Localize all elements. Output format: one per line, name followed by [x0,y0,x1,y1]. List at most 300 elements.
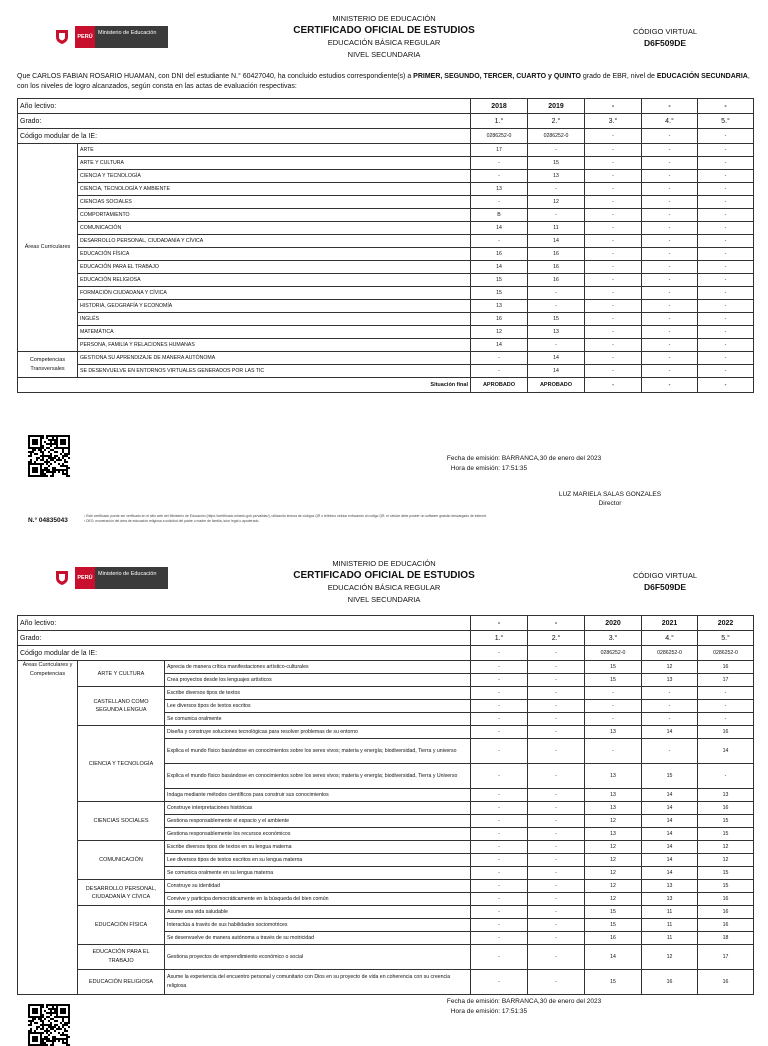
grade-cell: - [471,867,528,880]
area-name: CASTELLANO COMO SEGUNDA LENGUA [78,687,165,726]
grade-cell: - [471,945,528,970]
grade-cell: 14 [642,854,698,867]
grade-cell: 15 [585,919,642,932]
grade-cell: 14 [642,802,698,815]
final-status-cell: - [642,378,698,393]
logo-country: PERÚ [75,26,95,48]
grades-table-1 [17,98,754,393]
grade-cell: 11 [528,222,585,235]
competencia-name: SE DESENVUELVE EN ENTORNOS VIRTUALES GENERADOS POR LAS TIC [78,365,471,378]
logo-ministry: Ministerio de Educación [95,567,168,589]
minedu-logo [49,26,168,48]
final-status-cell: APROBADO [471,378,528,393]
grade-cell: - [471,880,528,893]
years-cell: 2022 [698,616,754,631]
grade-cell: - [642,235,698,248]
grade-cell: - [528,945,585,970]
table-row [18,274,754,287]
grade-cell: - [585,365,642,378]
competencia-name: Construye su identidad [165,880,471,893]
table-row [18,646,754,661]
grade-cell: 12 [585,841,642,854]
grade-cell: B [471,209,528,222]
intro-paragraph: Que CARLOS FABIAN ROSARIO HUAMAN, con DNI del estudiante N.° 60427040, ha concluido estudios correspondiente(s) a PRIMER, SEGUNDO, TERCER, CUARTO y QUINTO grado de EBR, nivel de EDUCACIÓN SECUNDARIA, con los niveles de logro alcanzados, según consta en las actas de evaluación respectivas: [17,73,750,90]
grade-cell: - [698,326,754,339]
row-label: Año lectivo: [18,99,471,114]
row-label: Código modular de la IE: [18,129,471,144]
emission-time: 17:51:35 [501,1008,528,1015]
grade-cell: 12 [585,867,642,880]
table-row [18,616,754,631]
table-row [18,945,754,970]
grade-cell: - [642,170,698,183]
document-subtitle: EDUCACIÓN BÁSICA REGULAR [327,583,441,592]
grade-cell: - [642,157,698,170]
grade-cell: 16 [698,802,754,815]
grade-cell: 11 [642,919,698,932]
grade-cell: - [585,713,642,726]
competencia-name: Explica el mundo físico basándose en conocimientos sobre los seres vivos; materia y energía; biodiversidad, Tierra y universo [165,739,471,764]
grade-cell: - [642,261,698,274]
table-row [18,880,754,893]
subject-name: ARTE Y CULTURA [78,157,471,170]
row-label: Año lectivo: [18,616,471,631]
virtual-code: D6F509DE [643,38,687,48]
grade-cell: 18 [698,932,754,945]
modular-cell: - [698,129,754,144]
grade-cell: - [528,144,585,157]
table-row [18,144,754,157]
modular-cell: 0286252-0 [585,646,642,661]
competencia-name: Diseña y construye soluciones tecnológicas para resolver problemas de su entorno [165,726,471,739]
table-row [18,235,754,248]
grade-cell: - [585,274,642,287]
years-cell: - [471,616,528,631]
subject-name: CIENCIA Y TECNOLOGÍA [78,170,471,183]
grade-cell: - [528,854,585,867]
document-title: CERTIFICADO OFICIAL DE ESTUDIOS [293,570,475,581]
grade-cell: 13 [642,893,698,906]
grade-cell: - [698,700,754,713]
grade-cell: - [528,828,585,841]
footnotes: ¹ Este certificado puede ser verificado en el sitio web del Ministerio de Educación (https://certificado.minedu.gob.pe/validar/), utilizando lectora de códigos QR o teléfono celular enfocando al código QR. el celular debe poseer un software gratuito descargado de internet. ² DEO: exoneración del área de educación religiosa a solicitud del padre o madre de familia, tutor legal o apoderado. [84,514,487,523]
grade-cell: 15 [471,274,528,287]
years-cell: 2019 [528,99,585,114]
grade-cell: 16 [642,970,698,995]
subject-name: EDUCACIÓN PARA EL TRABAJO [78,261,471,274]
competencia-name: Gestiona responsablemente los recursos económicos [165,828,471,841]
virtual-code-box [620,571,710,593]
grade-cell: 13 [471,300,528,313]
grades-cell: 1.° [471,114,528,129]
grade-cell: - [585,352,642,365]
area-name: DESARROLLO PERSONAL, CIUDADANÍA Y CÍVICA [78,880,165,906]
grade-cell: - [698,764,754,789]
grade-cell: - [585,700,642,713]
grade-cell: 15 [698,815,754,828]
grade-cell: - [471,815,528,828]
competencia-name: Lee diversos tipos de textos escritos [165,700,471,713]
grade-cell: - [528,209,585,222]
grade-cell: - [471,352,528,365]
grade-cell: - [698,222,754,235]
table-row [18,196,754,209]
competencia-name: Gestiona responsablemente el espacio y el ambiente [165,815,471,828]
grade-cell: - [585,287,642,300]
grade-cell: - [585,339,642,352]
grades-cell: 3.° [585,114,642,129]
grade-cell: - [528,726,585,739]
grade-cell: - [528,815,585,828]
competencia-name: Construye interpretaciones históricas [165,802,471,815]
education-level: NIVEL SECUNDARIA [347,50,421,59]
grade-cell: 16 [698,919,754,932]
grade-cell: 13 [585,764,642,789]
table-row [18,802,754,815]
subject-name: COMPORTAMIENTO [78,209,471,222]
grades-cell: 4.° [642,114,698,129]
grade-cell: - [528,867,585,880]
final-status-cell: - [698,378,754,393]
grade-cell: - [471,170,528,183]
grade-cell: 12 [642,945,698,970]
emission-time: 17:51:35 [501,465,528,472]
subject-name: COMUNICACIÓN [78,222,471,235]
grade-cell: 12 [471,326,528,339]
table-row [18,222,754,235]
grade-cell: - [528,764,585,789]
grade-cell: 14 [471,339,528,352]
grade-cell: 16 [698,906,754,919]
grade-cell: - [528,661,585,674]
grade-cell: - [585,170,642,183]
grade-cell: 14 [528,235,585,248]
grade-cell: 14 [528,352,585,365]
grade-cell: - [585,261,642,274]
table-row [18,157,754,170]
table-row [18,661,754,674]
grade-cell: 15 [528,313,585,326]
grade-cell: - [471,802,528,815]
grade-cell: - [642,222,698,235]
subject-name: MATEMÁTICA [78,326,471,339]
grade-cell: 12 [642,661,698,674]
competencia-name: Indaga mediante métodos científicos para construir sus conocimientos [165,789,471,802]
grade-cell: - [642,700,698,713]
grade-cell: - [698,687,754,700]
grade-cell: - [698,196,754,209]
grade-cell: 17 [471,144,528,157]
grade-cell: 15 [585,906,642,919]
years-cell: 2018 [471,99,528,114]
competencia-name: Crea proyectos desde los lenguajes artísticos [165,674,471,687]
competencia-name: Lee diversos tipos de textos escritos en su lengua materna [165,854,471,867]
logo-country: PERÚ [75,567,95,589]
table-row [18,114,754,129]
modular-cell: - [471,646,528,661]
emission-date: BARRANCA,30 de enero del 2023 [501,998,602,1005]
grade-cell: 15 [698,828,754,841]
area-name: EDUCACIÓN RELIGIOSA [78,970,165,995]
coat-of-arms-icon [49,26,75,48]
grade-cell: - [528,183,585,196]
grade-cell: - [471,674,528,687]
final-status-cell: APROBADO [528,378,585,393]
grade-cell: 12 [585,880,642,893]
modular-cell: 0286252-0 [528,129,585,144]
grade-cell: - [642,300,698,313]
document-header [284,559,484,606]
grade-cell: - [471,661,528,674]
grade-cell: - [698,274,754,287]
grade-cell: - [528,674,585,687]
competencia-name: Se comunica oralmente en su lengua materna [165,867,471,880]
row-label: Código modular de la IE: [18,646,471,661]
subject-name: FORMACIÓN CIUDADANA Y CÍVICA [78,287,471,300]
grade-cell: - [585,326,642,339]
grade-cell: - [528,713,585,726]
director-name: LUZ MARIELA SALAS GONZALES [558,491,662,498]
grade-cell: - [585,196,642,209]
grade-cell: 13 [471,183,528,196]
grade-cell: 12 [698,854,754,867]
grade-cell: - [528,802,585,815]
grade-cell: - [471,970,528,995]
grade-cell: - [471,726,528,739]
grade-cell: - [528,287,585,300]
grades-cell: 2.° [528,631,585,646]
grade-cell: 13 [585,789,642,802]
modular-cell: 0286252-0 [698,646,754,661]
competencia-name: Asume una vida saludable [165,906,471,919]
grade-cell: 16 [528,248,585,261]
grade-cell: 14 [471,222,528,235]
grade-cell: - [698,313,754,326]
grade-cell: - [698,300,754,313]
grade-cell: - [585,144,642,157]
grade-cell: 16 [528,261,585,274]
row-label: Grado: [18,631,471,646]
grade-cell: 12 [585,854,642,867]
grade-cell: - [528,906,585,919]
grade-cell: - [471,828,528,841]
modular-cell: 0286252-0 [642,646,698,661]
competencia-name: Convive y participa democráticamente en la búsqueda del bien común [165,893,471,906]
years-cell: 2020 [585,616,642,631]
qr-code [28,1004,70,1046]
grade-cell: - [585,739,642,764]
table-row [18,170,754,183]
grade-cell: - [642,713,698,726]
subject-name: CIENCIAS SOCIALES [78,196,471,209]
final-status-cell: - [585,378,642,393]
grade-cell: - [471,687,528,700]
table-row [18,326,754,339]
grade-cell: - [471,841,528,854]
grade-cell: - [698,144,754,157]
grade-cell: 16 [585,932,642,945]
grade-cell: - [471,854,528,867]
table-row [18,365,754,378]
competencias-label: Competencias Transversales [18,352,78,378]
certificate-number: N.° 04835043 [28,517,68,524]
grade-cell: - [698,235,754,248]
emission-info: Fecha de emisión: BARRANCA,30 de enero del 2023 Hora de emisión: 17:51:35 [446,998,602,1015]
competencia-name: Escribe diversos tipos de textos [165,687,471,700]
grade-cell: 12 [585,815,642,828]
grade-cell: - [642,339,698,352]
grade-cell: 13 [642,880,698,893]
grade-cell: 16 [471,248,528,261]
grade-cell: 15 [585,661,642,674]
areas-label: Áreas Curriculares y Competencias [18,661,78,995]
certificate-page-2 [0,552,768,1024]
grade-cell: 13 [585,726,642,739]
grade-cell: - [471,157,528,170]
grade-cell: 13 [585,802,642,815]
table-row [18,183,754,196]
grade-cell: - [698,713,754,726]
competencia-name: Se comunica oralmente [165,713,471,726]
competencia-name: Aprecia de manera crítica manifestaciones artístico-culturales [165,661,471,674]
grade-cell: - [642,739,698,764]
grade-cell: 13 [528,326,585,339]
competencia-name: Escribe diversos tipos de textos en su lengua materna [165,841,471,854]
virtual-code-box [620,27,710,49]
signature-block [540,490,680,508]
grade-cell: - [585,222,642,235]
table-row [18,99,754,114]
virtual-code-label: CÓDIGO VIRTUAL [632,571,698,580]
grade-cell: 15 [698,880,754,893]
grades-cell: 1.° [471,631,528,646]
coat-of-arms-icon [49,567,75,589]
education-level: NIVEL SECUNDARIA [347,595,421,604]
area-name: EDUCACIÓN PARA EL TRABAJO [78,945,165,970]
subject-name: EDUCACIÓN RELIGIOSA [78,274,471,287]
table-row [18,339,754,352]
grade-cell: 14 [698,739,754,764]
grade-cell: - [642,687,698,700]
grade-cell: - [698,365,754,378]
years-cell: - [642,99,698,114]
emission-info: Fecha de emisión: BARRANCA,30 de enero del 2023 Hora de emisión: 17:51:35 [446,455,602,472]
competencia-name: Interactúa a través de sus habilidades sociomotrices [165,919,471,932]
grade-cell: 15 [528,157,585,170]
grade-cell: 14 [642,867,698,880]
grade-cell: 11 [642,932,698,945]
qr-code [28,435,70,477]
grade-cell: 14 [642,841,698,854]
grade-cell: - [528,841,585,854]
grade-cell: - [471,789,528,802]
grade-cell: 16 [471,313,528,326]
subject-name: CIENCIA, TECNOLOGÍA Y AMBIENTE [78,183,471,196]
years-cell: - [698,99,754,114]
modular-cell: - [528,646,585,661]
grade-cell: - [528,300,585,313]
document-subtitle: EDUCACIÓN BÁSICA REGULAR [327,38,441,47]
grade-cell: 17 [698,945,754,970]
grade-cell: - [698,261,754,274]
competencia-name: Asume la experiencia del encuentro personal y comunitario con Dios en su proyecto de vida en coherencia con su creencia religiosa [165,970,471,995]
grade-cell: 13 [698,789,754,802]
grade-cell: 16 [698,661,754,674]
final-status-label: Situación final [18,378,471,393]
grade-cell: - [471,739,528,764]
table-row [18,129,754,144]
grade-cell: - [528,932,585,945]
grades-cell: 5.° [698,114,754,129]
competencia-name: Se desenvuelve de manera autónoma a través de su motricidad [165,932,471,945]
grade-cell: - [642,196,698,209]
emission-date: BARRANCA,30 de enero del 2023 [501,455,602,462]
grade-cell: 17 [698,674,754,687]
grade-cell: - [585,209,642,222]
document-title: CERTIFICADO OFICIAL DE ESTUDIOS [293,25,475,36]
grade-cell: 15 [471,287,528,300]
grade-cell: 14 [642,828,698,841]
table-row [18,300,754,313]
grades-cell: 3.° [585,631,642,646]
grade-cell: 16 [698,970,754,995]
grade-cell: - [698,339,754,352]
ministry-name: MINISTERIO DE EDUCACIÓN [332,559,436,568]
area-name: CIENCIA Y TECNOLOGÍA [78,726,165,802]
table-row [18,313,754,326]
modular-cell: - [642,129,698,144]
grade-cell: - [698,209,754,222]
grade-cell: - [585,313,642,326]
grade-cell: - [585,157,642,170]
table-row [18,287,754,300]
grade-cell: - [698,352,754,365]
logo-ministry: Ministerio de Educación [95,26,168,48]
grades-table-2 [17,615,754,995]
grade-cell: - [471,365,528,378]
grade-cell: 13 [642,674,698,687]
grade-cell: - [528,739,585,764]
subject-name: HISTORIA, GEOGRAFÍA Y ECONOMÍA [78,300,471,313]
subject-name: DESARROLLO PERSONAL, CIUDADANÍA Y CÍVICA [78,235,471,248]
grade-cell: 14 [528,365,585,378]
years-cell: - [585,99,642,114]
grade-cell: 14 [642,726,698,739]
grade-cell: - [698,183,754,196]
grade-cell: - [585,687,642,700]
grade-cell: - [642,326,698,339]
virtual-code-label: CÓDIGO VIRTUAL [632,27,698,36]
grade-cell: 16 [698,726,754,739]
grade-cell: - [642,352,698,365]
grade-cell: 14 [642,815,698,828]
grade-cell: - [642,209,698,222]
grade-cell: - [585,235,642,248]
document-header [284,14,484,61]
grades-cell: 2.° [528,114,585,129]
table-row [18,209,754,222]
competencia-name: Explica el mundo físico basándose en conocimientos sobre los seres vivos; materia y energía; biodiversidad, Tierra y Universo [165,764,471,789]
modular-cell: 0286252-0 [471,129,528,144]
grade-cell: - [471,235,528,248]
grade-cell: - [585,183,642,196]
grade-cell: 14 [642,789,698,802]
grade-cell: - [471,906,528,919]
table-row [18,841,754,854]
grade-cell: - [642,274,698,287]
ministry-name: MINISTERIO DE EDUCACIÓN [332,14,436,23]
grade-cell: - [585,248,642,261]
